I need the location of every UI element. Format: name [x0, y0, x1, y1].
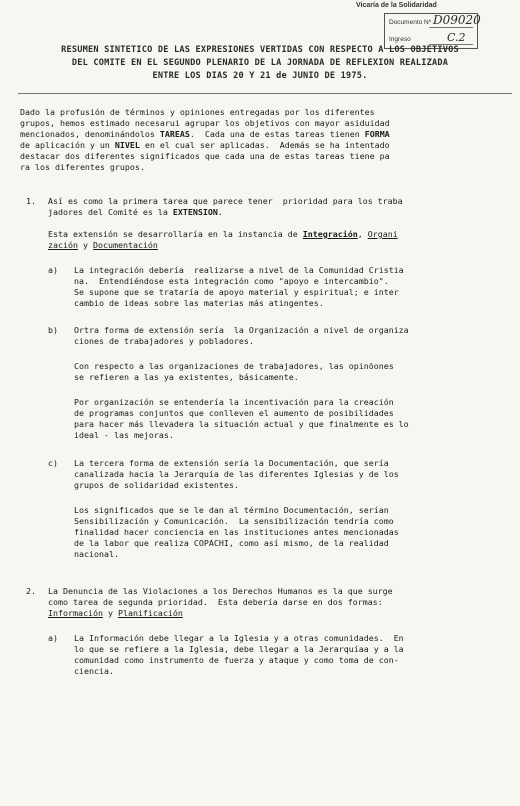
stamp-ingreso-label: Ingreso — [389, 36, 411, 43]
item-1b-label: b) — [48, 325, 58, 335]
stamp-ingreso-value: C.2 — [447, 31, 466, 44]
item-2a-label: a) — [48, 633, 58, 643]
document-title: RESUMEN SINTETICO DE LAS EXPRESIONES VERTIDAS CON RESPECTO A LOS OBJETIVOS DEL COMITE EN EL SEGUNDO PLENARIO DE LA JORNADA DE REFLEXION REALIZADA ENTRE LOS DIAS 20 Y 21 de JUNIO DE 1975. — [61, 45, 459, 81]
stamp-institution: Vicaría de la Solidaridad — [356, 2, 437, 9]
document-page: Vicaría de la Solidaridad Documento Nº D09020 Ingreso C.2 RESUMEN SINTETICO DE LAS EXPRESIONES VERTIDAS CON RESPECTO A LOS OBJETIVOS DEL COMITE EN EL SEGUNDO PLENARIO DE LA JORNADA DE REFLEXION REALIZADA ENTRE LOS DIAS 20 Y 21 de JUNIO DE 1975. Dado la profusión de términos y opiniones entregadas por los diferentes grupos, hemos estimado necesarui agrupar los objetivos con mayor asiduidad mencionados, denominándolos TAREAS. Cada una de estas tareas tienen FORMA de aplicación y un NIVEL en el cual ser aplicadas. Además se ha intentado destacar dos diferentes significados que cada una de estas tareas tiene pa ra los diferentes grupos. 1. Así es como la primera tarea que parece tener prioridad para los traba jadores del Comité es la EXTENSION. Esta extensión se desarrollaría en la instancia de Integración, Organi zación y Documentación a) La integración debería realizarse a nivel de la Comunidad Cristia na. Entendiéndose esta integración como "apoyo e intercambio". Se supone que se trataría de apoyo material y espiritual; e inter cambio de ideas sobre las materias más atingentes. b) Ortra forma de extensión sería la Organización a nivel de organiza ciones de trabajadores y pobladores. Con respecto a las organizaciones de trabajadores, las opinõones se refieren a las ya existentes, básicamente. Por organización se entendería la incentivación para la creación de programas conjuntos que conlleven el aumento de posibilidades para hacer más llevadera la situación actual y que finalmente es lo ideal - las mejoras. c) La tercera forma de extensión sería la Documentación, que sería canalizada hacia la Jerarquía de las diferentes Iglesias y de los grupos de solidaridad existentes. Los significados que se le dan al término Documentación, serían Sensibilización y Comunicación. La sensibilización tendría como finalidad hacer conciencia en las instituciones antes mencionadas de la labor que realiza COPACHI, como así mismo, de la realidad nacional. 2. La Denuncia de las Violaciones a los Derechos Humanos es la que surge como tarea de segunda prioridad. Esta debería darse en dos formas: Información y Planificación a) La Información debe llegar a la Iglesia y a otras comunidades. En lo que se refiere a la Iglesia, debe llegar a la Jerarquíaa y a la comunidad como instrumento de fuerza y ataque y como toma de con- ciencia. — [0, 0, 520, 806]
section-1-number: 1. — [26, 196, 36, 206]
item-1a-label: a) — [48, 265, 58, 275]
section-2-number: 2. — [26, 586, 36, 596]
title-divider — [18, 93, 512, 94]
stamp-doc-label: Documento Nº — [389, 19, 432, 26]
item-1c-label: c) — [48, 458, 58, 468]
stamp-doc-number: D09020 — [433, 13, 481, 27]
